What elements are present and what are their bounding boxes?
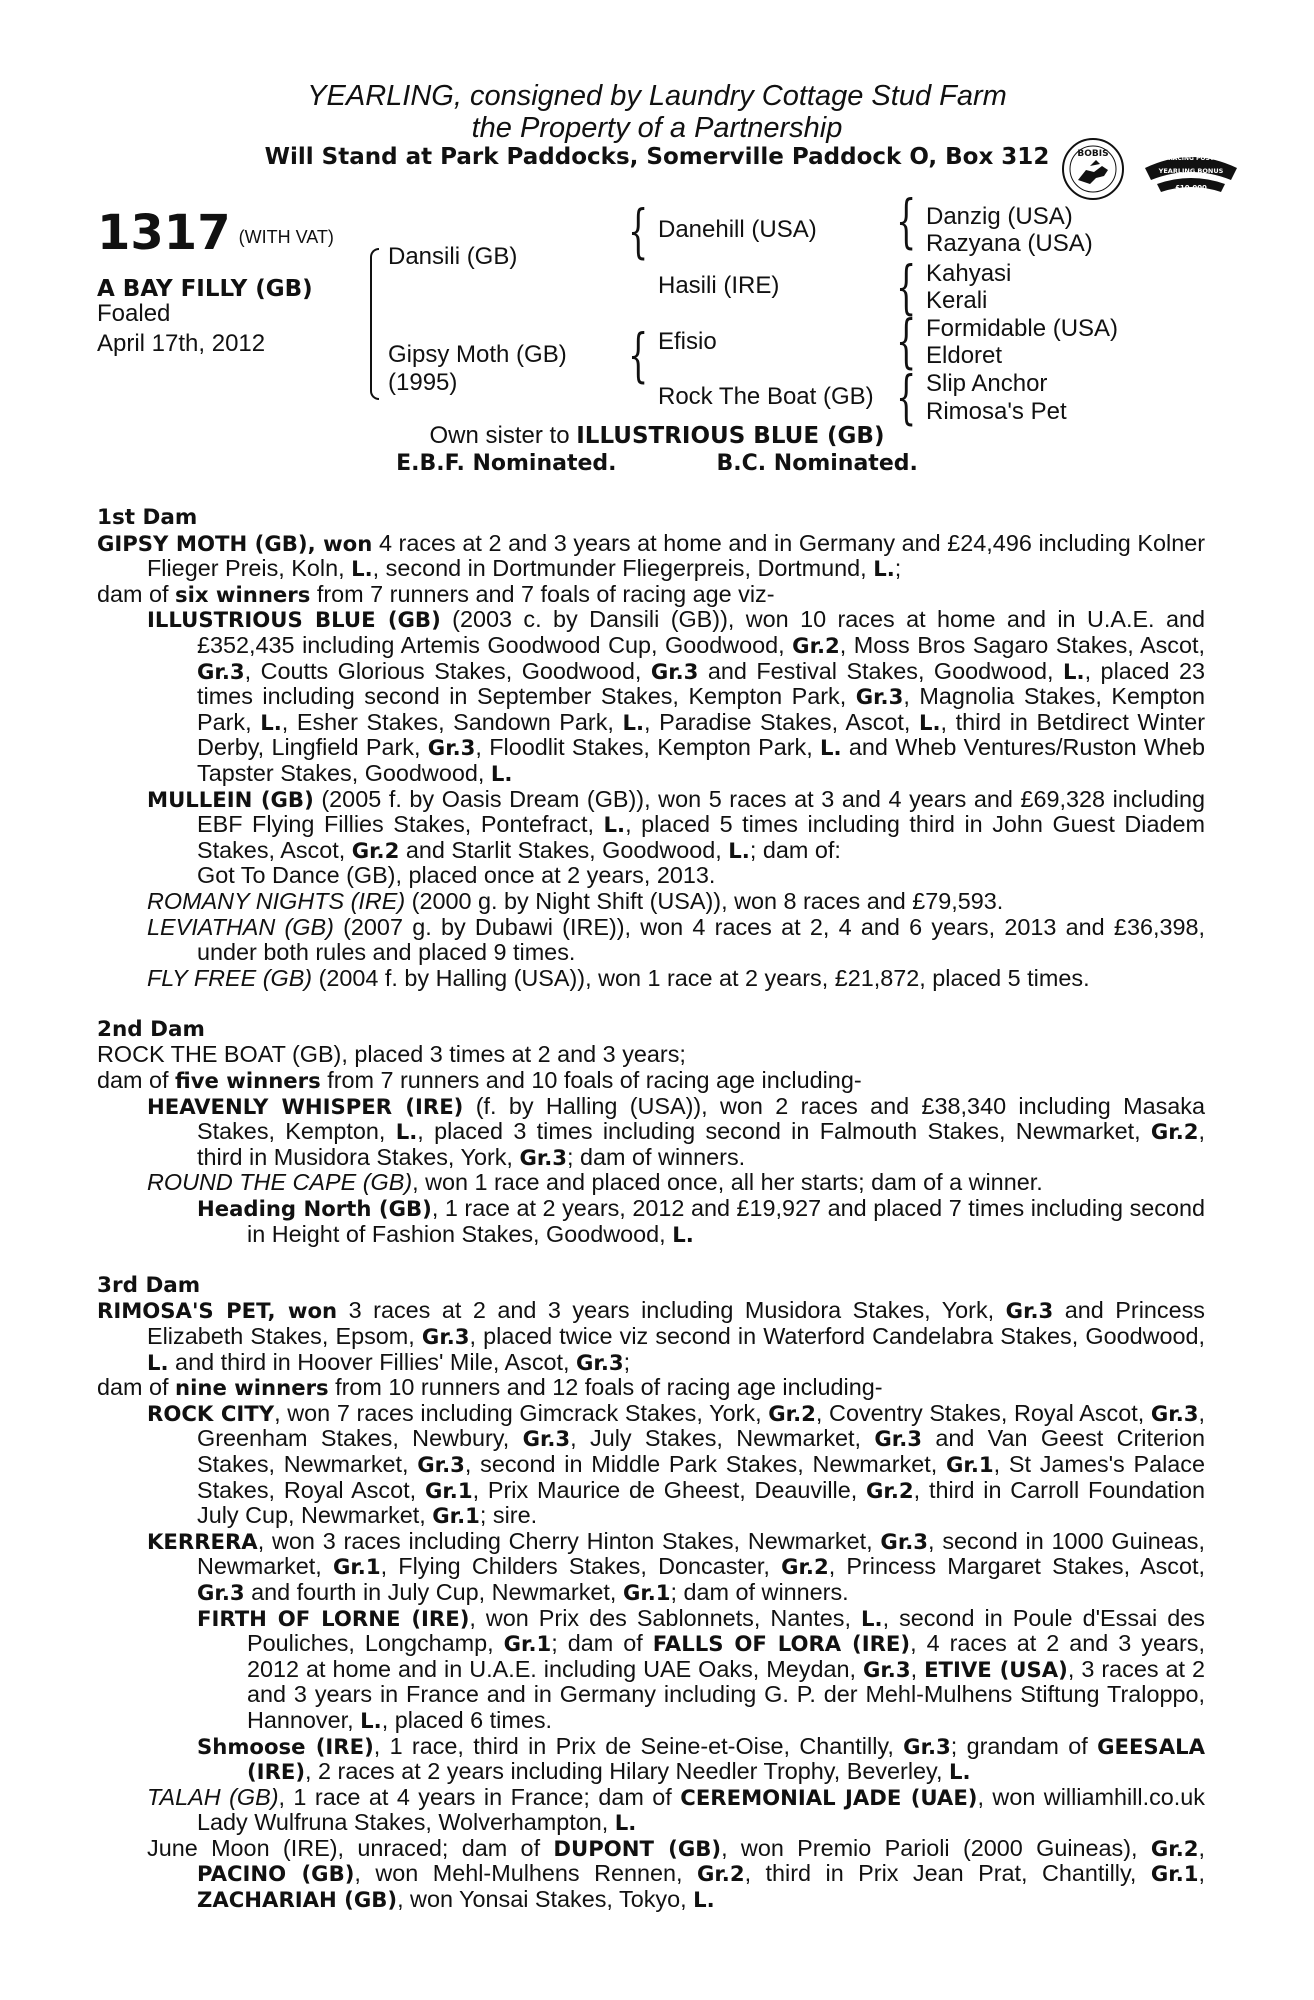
sire-name: Dansili (GB): [388, 243, 518, 270]
text-run: June Moon (IRE), unraced; dam of: [147, 1834, 554, 1861]
record-paragraph: [97, 1170, 1205, 1196]
bold-text: MULLEIN (GB): [147, 786, 314, 812]
pedigree-bracket-1: [370, 248, 379, 400]
text-run: , Floodlit Stakes, Kempton Park,: [475, 734, 821, 761]
text-run: ,: [1198, 1860, 1205, 1887]
text-run: dam of: [97, 580, 176, 607]
text-run: , second in 1000 Guineas, Newmarket,: [197, 1527, 1206, 1580]
dam-sire-name: Efisio: [658, 328, 717, 355]
text-run: (2005 f. by Oasis Dream (GB)), won 5 races at 3 and 4 years and £69,328 including EBF Flying Fillies Stakes, Pontefract,: [197, 785, 1205, 838]
text-run: , 4 races at 2 and 3 years, 2012 at home and in U.A.E. including UAE Oaks, Meydan,: [247, 1630, 1205, 1682]
bold-text: ROCK CITY: [147, 1400, 275, 1426]
consignor-line: YEARLING, consigned by Laundry Cottage Stud Farm: [307, 80, 1007, 112]
horse-description: A BAY FILLY (GB): [97, 276, 313, 302]
bold-text: L.: [614, 1810, 637, 1836]
text-run: and Starlit Stakes, Goodwood,: [399, 836, 729, 863]
text-run: , won Yonsai Stakes, Tokyo,: [397, 1886, 694, 1913]
yearling-bonus-text: YEARLING BONUS: [1158, 167, 1224, 175]
bold-text: Gr.3: [874, 1426, 922, 1452]
text-run: , third in Musidora Stakes, York,: [197, 1118, 1205, 1170]
text-run: ; dam of: [551, 1630, 653, 1657]
bold-text: Gr.3: [519, 1144, 568, 1170]
sire-dam-name: Hasili (IRE): [658, 272, 780, 299]
own-sister-name: ILLUSTRIOUS BLUE (GB): [576, 423, 885, 449]
record-paragraph: [97, 1529, 1205, 1606]
g1-name: Danzig (USA): [926, 203, 1073, 230]
pedigree-brace-g2: {: [896, 253, 917, 321]
bold-text: DUPONT (GB): [553, 1835, 722, 1861]
bold-text: Gr.1: [332, 1554, 381, 1580]
bold-text: L.: [873, 556, 895, 582]
pedigree-brace-g4: {: [896, 363, 917, 431]
text-run: , placed 3 times including second in Falmouth Stakes, Newmarket,: [417, 1118, 1151, 1145]
section-heading: 1st Dam: [97, 505, 198, 530]
bold-text: Gr.2: [781, 1554, 829, 1580]
stand-line: Will Stand at Park Paddocks, Somerville Paddock O, Box 312: [264, 144, 1050, 170]
pedigree-brace-g3: {: [896, 307, 917, 375]
nominations-line: [0, 450, 1314, 478]
property-line: the Property of a Partnership: [471, 112, 843, 144]
text-run: , second in Dortmunder Fliegerpreis, Dortmund,: [372, 555, 874, 582]
bold-text: L.: [260, 709, 282, 735]
bold-text: L.: [603, 812, 626, 838]
text-run: and fourth in July Cup, Newmarket,: [244, 1578, 623, 1605]
bold-text: Gr.2: [792, 632, 840, 658]
bold-text: Gr.3: [427, 735, 476, 761]
dam-name: Gipsy Moth (GB): [388, 341, 567, 368]
bold-text: Shmoose (IRE): [197, 1733, 374, 1759]
bold-text: L.: [1063, 658, 1085, 684]
text-run: 4 races at 2 and 3 years at home and in Germany and £24,496 including Kolner Flieger Preis, Koln,: [147, 529, 1205, 582]
record-paragraph: [97, 1836, 1205, 1913]
text-run: , placed 23 times including second in September Stakes, Kempton Park,: [197, 657, 1205, 710]
bold-text: Gr.2: [866, 1477, 914, 1503]
bold-text: L.: [490, 760, 513, 786]
bobis-logo-text: BOBIS: [1077, 149, 1109, 159]
text-run: , placed 6 times.: [381, 1706, 553, 1733]
ebf-nomination: E.B.F. Nominated.: [396, 451, 617, 476]
text-run: and Wheb Ventures/Ruston Wheb Tapster Stakes, Goodwood,: [197, 734, 1205, 786]
text-run: ROCK THE BOAT (GB), placed 3 times at 2 and 3 years;: [97, 1041, 686, 1068]
bold-text: Gr.1: [946, 1451, 994, 1477]
text-run: , Paradise Stakes, Ascot,: [644, 708, 919, 735]
record-paragraph: [97, 915, 1205, 966]
record-paragraph: [97, 889, 1205, 915]
text-run: ;: [623, 1348, 631, 1375]
text-run: , won 7 races including Gimcrack Stakes, York,: [274, 1399, 769, 1426]
bold-text: Gr.3: [862, 1656, 911, 1682]
text-run: , Flying Childers Stakes, Doncaster,: [380, 1553, 782, 1580]
text-run: , won 1 race and placed once, all her starts; dam of a winner.: [412, 1169, 1043, 1196]
dam-dam-name: Rock The Boat (GB): [658, 383, 874, 410]
text-run: Got To Dance (GB), placed once at 2 years, 2013.: [197, 862, 716, 889]
text-run: , Greenham Stakes, Newbury,: [197, 1399, 1205, 1452]
bold-text: Gr.1: [503, 1631, 552, 1657]
text-run: , placed twice viz second in Waterford Candelabra Stakes, Goodwood,: [469, 1323, 1206, 1349]
bold-text: Gr.3: [650, 658, 699, 684]
bold-text: HEAVENLY WHISPER (IRE): [147, 1093, 464, 1119]
record-paragraph: [97, 1094, 1205, 1171]
text-run: , 3 races at 2 and 3 years in France and in Germany including G. P. der Mehl-Mulhens Stiftung Traloppo, Hannover,: [247, 1655, 1206, 1733]
italic-text: FLY FREE (GB): [147, 964, 313, 991]
text-run: (2007 g. by Dubawi (IRE)), won 4 races at 2, 4 and 6 years, 2013 and £36,398, under both rules and placed 9 times.: [197, 913, 1205, 966]
record-paragraph: [97, 1734, 1205, 1785]
text-run: , Moss Bros Sagaro Stakes, Ascot,: [839, 631, 1205, 658]
bold-text: L.: [395, 1119, 418, 1145]
text-run: , 1 race, third in Prix de Seine-et-Oise, Chantilly,: [373, 1732, 904, 1759]
bold-text: GIPSY MOTH (GB), won: [97, 530, 373, 556]
bold-text: Gr.1: [1150, 1861, 1199, 1887]
bold-text: Gr.3: [522, 1426, 571, 1452]
g7-name: Slip Anchor: [926, 370, 1048, 397]
bold-text: L.: [360, 1707, 382, 1733]
text-run: , 1 race at 4 years in France; dam of: [278, 1783, 681, 1810]
bold-text: L.: [147, 1349, 169, 1375]
foaled-date: April 17th, 2012: [97, 330, 266, 357]
record-paragraph: [97, 582, 1205, 608]
bold-text: Gr.2: [768, 1400, 816, 1426]
bold-text: RIMOSA'S PET, won: [97, 1298, 338, 1324]
text-run: ; grandam of: [950, 1732, 1098, 1759]
text-run: from 7 runners and 7 foals of racing age viz-: [310, 580, 775, 607]
text-run: , July Stakes, Newmarket,: [570, 1425, 875, 1452]
record-paragraph: [97, 1785, 1205, 1836]
section-heading: 2nd Dam: [97, 1016, 205, 1042]
text-run: , second in Middle Park Stakes, Newmarket,: [464, 1450, 946, 1477]
italic-text: LEVIATHAN (GB): [147, 913, 334, 940]
text-run: dam of: [97, 1374, 176, 1401]
bold-text: GEESALA (IRE): [247, 1733, 1205, 1785]
text-run: , Coutts Glorious Stakes, Goodwood,: [244, 657, 651, 684]
bold-text: Gr.3: [197, 658, 245, 684]
g2-name: Razyana (USA): [926, 230, 1093, 257]
bold-text: Gr.3: [1005, 1298, 1054, 1324]
bold-text: Gr.3: [421, 1324, 470, 1349]
record-paragraph: [97, 1068, 1205, 1094]
bold-text: L.: [693, 1887, 715, 1913]
g4-name: Kerali: [926, 287, 988, 314]
foaled-label: Foaled: [97, 300, 171, 327]
g3-name: Kahyasi: [926, 260, 1012, 287]
text-run: , Prix Maurice de Gheest, Deauville,: [472, 1476, 867, 1503]
bold-text: KERRERA: [147, 1528, 258, 1554]
bold-text: Gr.1: [432, 1503, 480, 1529]
text-run: and Van Geest Criterion Stakes, Newmarket,: [197, 1425, 1205, 1477]
text-run: ;: [894, 555, 902, 582]
bold-text: Gr.1: [424, 1477, 473, 1503]
text-run: (f. by Halling (USA)), won 2 races and £38,340 including Masaka Stakes, Kempton,: [197, 1092, 1205, 1145]
record-paragraph: [97, 1298, 1205, 1375]
own-sister-prefix: Own sister to: [429, 422, 577, 449]
yearling-bonus-logo-icon: [1143, 146, 1239, 202]
text-run: (2004 f. by Halling (USA)), won 1 race at 2 years, £21,872, placed 5 times.: [312, 964, 1090, 991]
text-run: , second in Poule d'Essai des Pouliches, Longchamp,: [247, 1604, 1205, 1657]
bold-text: PACINO (GB): [197, 1861, 355, 1887]
bold-text: Gr.3: [417, 1451, 465, 1477]
text-run: , third in Prix Jean Prat, Chantilly,: [744, 1860, 1151, 1887]
italic-text: ROMANY NIGHTS (IRE): [147, 887, 406, 914]
record-paragraph: [97, 607, 1205, 786]
bold-text: L.: [351, 556, 373, 582]
text-run: (2003 c. by Dansili (GB)), won 10 races at home and in U.A.E. and £352,435 including Artemis Goodwood Cup, Goodwood,: [197, 606, 1205, 658]
record-paragraph: [97, 531, 1205, 582]
pedigree-brace-sire: {: [628, 197, 649, 265]
bold-text: ZACHARIAH (GB): [197, 1887, 398, 1913]
bc-nomination: B.C. Nominated.: [716, 451, 918, 476]
bold-text: L.: [672, 1221, 694, 1247]
text-run: , Princess Margaret Stakes, Ascot,: [828, 1553, 1205, 1580]
text-run: and Princess Elizabeth Stakes, Epsom,: [147, 1297, 1205, 1349]
racing-post-text: RACING POST: [1168, 155, 1214, 162]
section-gap: [97, 991, 1205, 1017]
bold-text: five winners: [175, 1068, 321, 1094]
bold-text: L.: [820, 735, 842, 761]
bobis-logo-icon: [1060, 136, 1126, 202]
text-run: , won Premio Parioli (2000 Guineas),: [721, 1834, 1151, 1861]
text-run: from 10 runners and 12 foals of racing age including-: [328, 1374, 883, 1401]
text-run: , St James's Palace Stakes, Royal Ascot,: [197, 1450, 1206, 1503]
bold-text: six winners: [175, 581, 311, 607]
bold-text: Heading North (GB): [197, 1196, 432, 1222]
bold-text: CEREMONIAL JADE (UAE): [680, 1784, 978, 1810]
text-run: and Festival Stakes, Goodwood,: [698, 657, 1064, 684]
text-run: ,: [910, 1655, 925, 1682]
bold-text: Gr.3: [880, 1528, 929, 1554]
bold-text: Gr.3: [855, 684, 904, 710]
text-run: , placed 5 times including third in John Guest Diadem Stakes, Ascot,: [197, 811, 1206, 863]
text-run: ; dam of winners.: [670, 1578, 849, 1605]
pedigree-brace-g1: {: [896, 187, 917, 255]
bold-text: L.: [622, 709, 645, 735]
bold-text: FIRTH OF LORNE (IRE): [197, 1605, 470, 1631]
section-gap: [97, 1247, 1205, 1273]
text-run: , Esher Stakes, Sandown Park,: [281, 708, 623, 735]
text-run: , won Prix des Sablonnets, Nantes,: [469, 1604, 862, 1631]
record-paragraph: [97, 1042, 1205, 1068]
record-paragraph: [97, 1375, 1205, 1401]
record-paragraph: [97, 787, 1205, 864]
text-run: from 7 runners and 10 foals of racing age including-: [320, 1067, 862, 1094]
text-run: , 1 race at 2 years, 2012 and £19,927 and placed 7 times including second in Height of Fashion Stakes, Goodwood,: [247, 1195, 1206, 1247]
record-paragraph: [97, 966, 1205, 992]
text-run: ; sire.: [479, 1502, 538, 1529]
bold-text: Gr.1: [622, 1579, 671, 1605]
sire-sire-name: Danehill (USA): [658, 216, 817, 243]
text-run: , won williamhill.co.uk Lady Wulfruna Stakes, Wolverhampton,: [197, 1783, 1205, 1836]
text-run: , Coventry Stakes, Royal Ascot,: [815, 1399, 1151, 1426]
bold-text: L.: [861, 1605, 883, 1631]
pedigree-brace-dam: {: [628, 321, 649, 389]
text-run: , third in Carroll Foundation July Cup, Newmarket,: [197, 1476, 1206, 1529]
text-run: and third in Hoover Fillies' Mile, Ascot,: [168, 1348, 577, 1375]
text-run: (2000 g. by Night Shift (USA)), won 8 races and £79,593.: [405, 887, 1004, 914]
bold-text: L.: [728, 837, 750, 863]
text-run: dam of: [97, 1067, 176, 1094]
bold-text: Gr.2: [351, 837, 400, 863]
text-run: , won 3 races including Cherry Hinton Stakes, Newmarket,: [257, 1527, 881, 1554]
bold-text: Gr.3: [197, 1579, 245, 1605]
text-run: , third in Betdirect Winter Derby, Lingfield Park,: [197, 708, 1206, 761]
bold-text: Gr.3: [576, 1349, 624, 1375]
bold-text: Gr.2: [1150, 1119, 1199, 1145]
own-sister-line: [0, 422, 1314, 450]
text-run: 3 races at 2 and 3 years including Musidora Stakes, York,: [337, 1297, 1006, 1324]
bold-text: L.: [949, 1759, 971, 1785]
g8-name: Rimosa's Pet: [926, 398, 1067, 425]
text-run: ; dam of winners.: [567, 1143, 746, 1170]
dam-year: (1995): [388, 369, 458, 396]
bold-text: Gr.2: [696, 1861, 745, 1887]
g5-name: Formidable (USA): [926, 315, 1119, 342]
bold-text: ETIVE (USA): [924, 1656, 1068, 1682]
record-paragraph: [97, 1196, 1205, 1247]
bold-text: Gr.3: [903, 1733, 951, 1759]
lot-number: 1317: [97, 205, 231, 261]
bonus-amount-text: £10,000: [1175, 184, 1207, 192]
bold-text: Gr.3: [1150, 1400, 1199, 1426]
g6-name: Eldoret: [926, 342, 1003, 369]
record-paragraph: [97, 863, 1205, 889]
italic-text: TALAH (GB): [147, 1783, 279, 1810]
record-paragraph: [97, 1606, 1205, 1734]
bold-text: nine winners: [175, 1375, 329, 1401]
bold-text: Gr.2: [1150, 1835, 1199, 1861]
text-run: , 2 races at 2 years including Hilary Needler Trophy, Beverley,: [305, 1758, 950, 1785]
record-paragraph: [97, 1401, 1205, 1529]
text-run: , Magnolia Stakes, Kempton Park,: [197, 683, 1205, 735]
dam-records: [97, 505, 1205, 1913]
lot-number-line: [97, 207, 334, 263]
vat-label: (WITH VAT): [238, 227, 334, 247]
italic-text: ROUND THE CAPE (GB): [147, 1169, 413, 1196]
text-run: ,: [1198, 1834, 1205, 1861]
text-run: ; dam of:: [749, 836, 841, 863]
bold-text: ILLUSTRIOUS BLUE (GB): [147, 607, 441, 633]
text-run: , won Mehl-Mulhens Rennen,: [354, 1860, 697, 1887]
bold-text: FALLS OF LORA (IRE): [652, 1631, 911, 1657]
section-heading: 3rd Dam: [97, 1272, 201, 1298]
bold-text: L.: [918, 709, 941, 735]
